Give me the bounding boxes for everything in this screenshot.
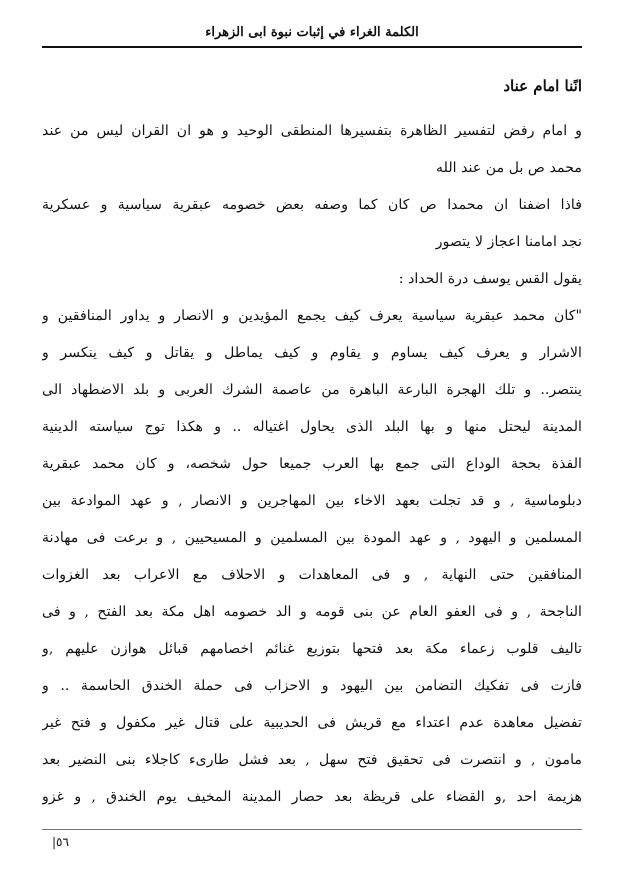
text-line: و امام رفض لتفسير الظاهرة بتفسيرها المنطقى الوحيد و هو ان القران ليس من عند bbox=[42, 123, 582, 139]
page-number-value: ٥٦ bbox=[56, 835, 69, 849]
text-line: يقول القس يوسف درة الحداد : bbox=[398, 271, 582, 287]
text-line: نجد امامنا اعجاز لا يتصور bbox=[435, 234, 582, 250]
section-title: انًنا امام عناد bbox=[503, 77, 582, 95]
text-line: مامون , و انتصرت فى تحقيق فتح سهل , بعد فشل طارىء كاجلاء بنى النضير بعد bbox=[42, 752, 582, 768]
text-line: الفذة بحجة الوداع التى جمع بها العرب جميعا حول شخصه، و كان محمد عبقرية bbox=[42, 456, 582, 472]
running-header: الكلمة الغراء في إثبات نبوة ابى الزهراء bbox=[205, 25, 419, 40]
text-line: هزيمة احد ,و القضاء على قريظة بعد حصار المدينة المخيف يوم الخندق , و غزو bbox=[42, 789, 582, 805]
text-line: تاليف قلوب زعماء مكة بعد فتحها بتوزيع غنائم اخصامهم قبائل هوازن عليهم ,و bbox=[42, 641, 582, 657]
text-line: محمد ص بل من عند الله bbox=[436, 160, 582, 176]
text-line: الاشرار و يعرف كيف يساوم و يقاوم و كيف يماطل و يقاتل و كيف ينكسر و bbox=[42, 345, 582, 361]
text-line: فاذا اضفنا ان محمدا ص كان كما وصفه بعض خصومه عبقرية سياسية و عسكرية bbox=[42, 197, 582, 213]
page-number-separator: | bbox=[52, 835, 57, 849]
footer-rule bbox=[42, 829, 582, 830]
header-rule bbox=[42, 46, 582, 48]
text-line: المدينة ليحتل منها و بها البلد الذى يحاول اغتياله .. و هكذا توج سياسته الدينية bbox=[42, 419, 582, 435]
text-line: الناجحة , و فى العفو العام عن بنى قومه و الد خصومه اهل مكة بعد الفتح , و فى bbox=[42, 604, 582, 620]
text-line: المسلمين و اليهود , و عهد المودة بين المسلمين و المسيحيين , و برعت فى مهادنة bbox=[42, 530, 582, 546]
text-line: فازت فى تفكيك التضامن بين اليهود و الاحزاب فى حملة الخندق الحاسمة .. و bbox=[42, 678, 582, 694]
text-line: تفضيل معاهدة عدم اعتداء مع قريش فى الحديبية على قتال غير مكفول و فتح غير bbox=[42, 715, 582, 731]
text-line: ينتصر.. و تلك الهجرة البارعة الباهرة من عاصمة الشرك العربى و بلد الاضطهاد الى bbox=[42, 382, 582, 398]
text-line: المنافقين حتى النهاية , و فى المعاهدات و الاحلاف مع الاعراب بعد الغزوات bbox=[42, 567, 582, 583]
text-line: دبلوماسية , و قد تجلت بعهد الاخاء بين المهاجرين و الانصار , و عهد الموادعة بين bbox=[42, 493, 582, 509]
page-number bbox=[46, 834, 69, 850]
text-line: "كان محمد عبقرية سياسية يعرف كيف يجمع المؤيدين و الانصار و يداور المنافقين و bbox=[42, 308, 582, 324]
body-text bbox=[42, 113, 582, 816]
